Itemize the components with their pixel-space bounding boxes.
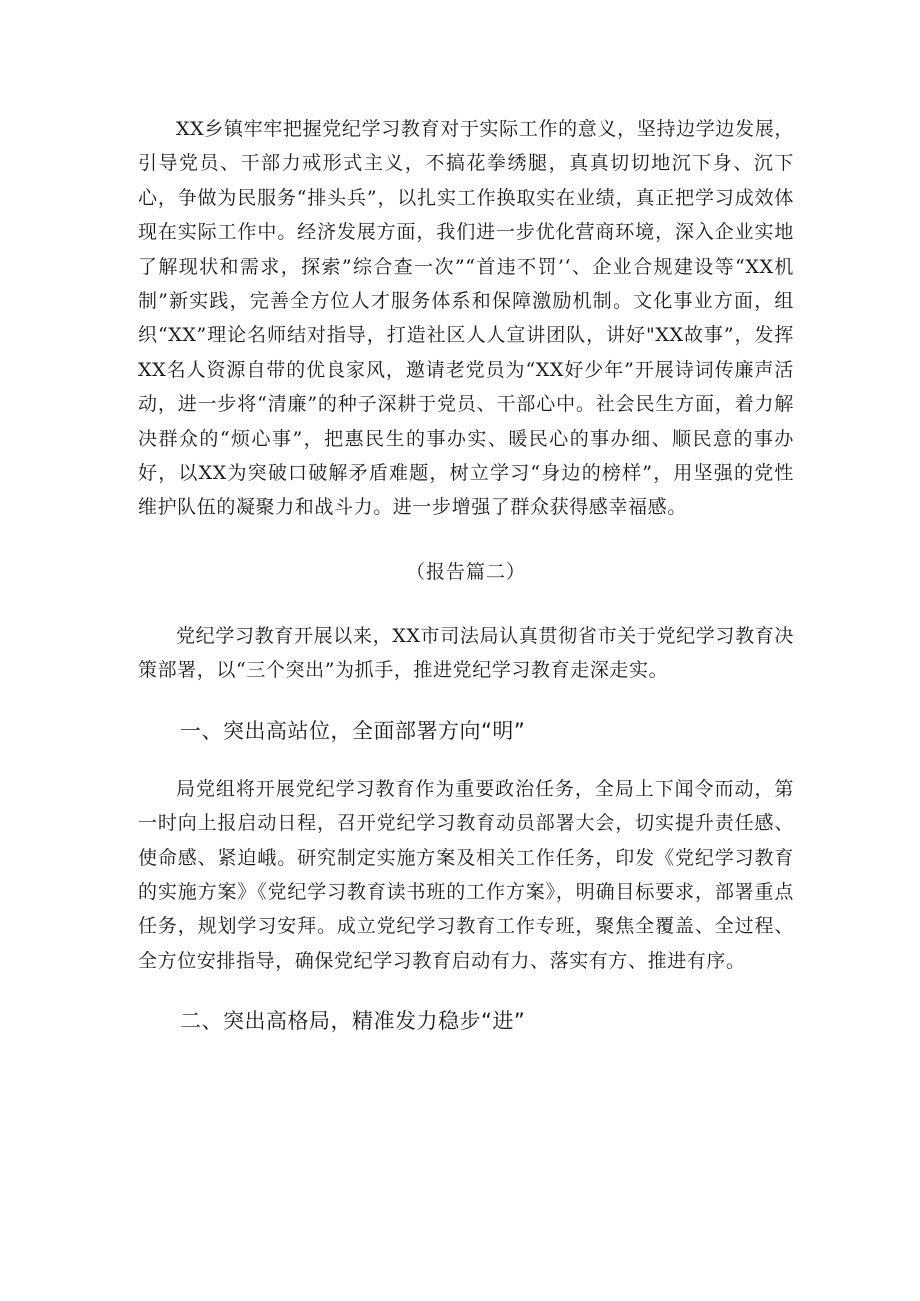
section-heading-1: 一、突出高站位，全面部署方向“明” <box>180 718 526 743</box>
report-part-title: （报告篇二） <box>405 560 526 583</box>
paragraph-justice-bureau-intro: 党纪学习教育开展以来，XX市司法局认真贯彻省市关于党纪学习教育决策部署，以“三个突出”为抓手，推进党纪学习教育走深走实。 <box>138 624 794 682</box>
document-page <box>138 112 794 1062</box>
paragraph-township-work: XX乡镇牢牢把握党纪学习教育对于实际工作的意义，坚持边学边发展，引导党员、干部力戒形式主义，不搞花拳绣腿，真真切切地沉下身、沉下心，争做为民服务“排头兵”，以扎实工作换取实在业绩，真正把学习成效体现在实际工作中。经济发展方面，我们进一步优化营商环境，深入企业实地了解现状和需求，探索”综合查一次”“首违不罚’‘、企业合规建设等“XX机制”新实践，完善全方位人才服务体系和保障激励机制。文化事业方面，组织“XX”理论名师结对指导，打造社区人人宣讲团队，讲好"XX故事”，发挥XX名人资源自带的优良家风，邀请老党员为“XX好少年”开展诗词传廉声活动，进一步将“清廉”的种子深耕于党员、干部心中。社会民生方面，着力解决群众的“烦心事”，把惠民生的事办实、暖民心的事办细、顺民意的事办好，以XX为突破口破解矛盾难题，树立学习“身边的榜样”，用坚强的党性维护队伍的凝聚力和战斗力。进一步增强了群众获得感幸福感。 <box>138 118 794 519</box>
paragraph-party-deployment: 局党组将开展党纪学习教育作为重要政治任务，全局上下闻令而动，第一时向上报启动日程，召开党纪学习教育动员部署大会，切实提升责任感、使命感、紧迫峨。研究制定实施方案及相关工作任务，印发《党纪学习教育的实施方案》《党纪学习教育读书班的工作方案》，明确目标要求，部署重点任务，规划学习安拜。成立党纪学习教育工作专班，聚焦全覆盖、全过程、全方位安排指导，确保党纪学习教育启动有力、落实有方、推进有序。 <box>138 777 794 972</box>
section-heading-2: 二、突出高格局，精准发力稳步“进” <box>180 1009 526 1034</box>
